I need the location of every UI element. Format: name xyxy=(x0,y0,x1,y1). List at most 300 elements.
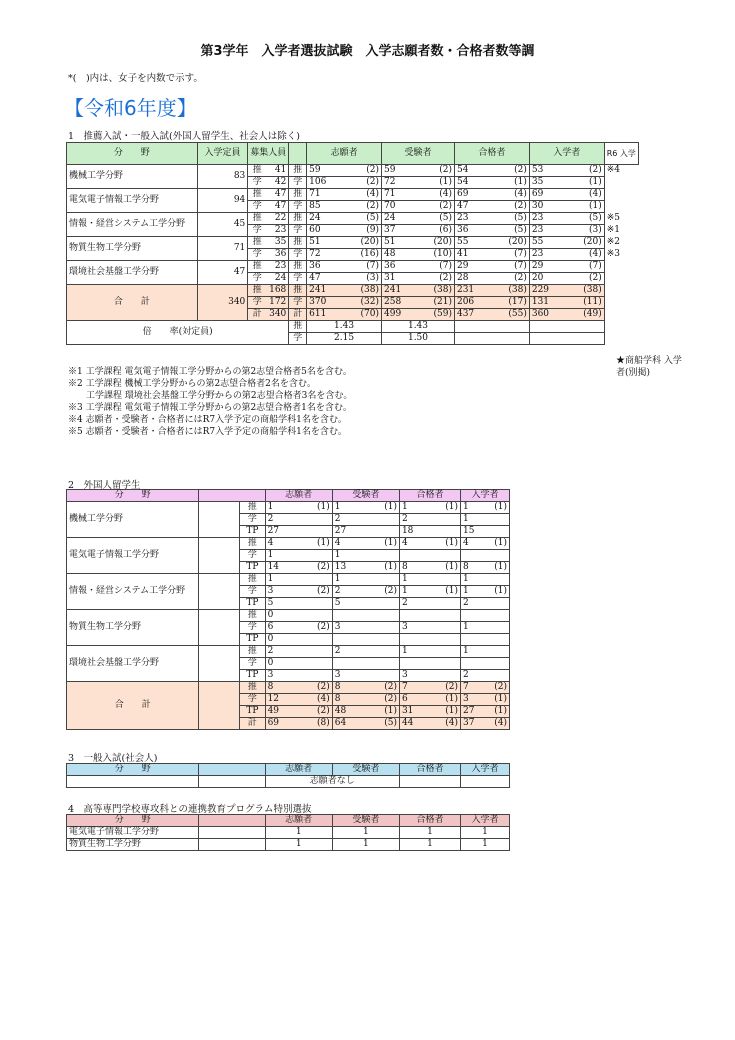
cell-female xyxy=(487,622,510,634)
s2-col-passed: 合格者 xyxy=(399,490,460,502)
row-recruit: 22 xyxy=(266,213,289,225)
row-type2: 推 xyxy=(289,285,307,297)
row-type: TP xyxy=(240,670,265,682)
row-type: 推 xyxy=(248,261,266,273)
table-row xyxy=(67,538,510,550)
cell-value: 15 xyxy=(461,526,487,538)
cell-value xyxy=(332,658,377,670)
cell-passed-f: (2) xyxy=(503,165,529,177)
row-type2: 推 xyxy=(289,261,307,273)
cell-enrolled: 1 xyxy=(461,839,510,851)
cell-mark xyxy=(604,177,638,189)
cell-passed: 36 xyxy=(454,225,503,237)
row-capacity: 94 xyxy=(197,189,248,213)
cell-enrolled-f: (4) xyxy=(578,189,604,201)
cell-value: 1 xyxy=(461,622,487,634)
row-field: 機械工学分野 xyxy=(67,165,198,189)
cell-passed: 54 xyxy=(454,165,503,177)
cell-value: 14 xyxy=(265,562,310,574)
row-type: TP xyxy=(240,706,265,718)
cell-examinees: 72 xyxy=(382,177,429,189)
cell-value: 2 xyxy=(399,514,438,526)
cell-applicants-f: (32) xyxy=(358,297,382,309)
row-type: 推 xyxy=(240,538,265,550)
cell-applicants: 24 xyxy=(307,213,358,225)
cell-value: 2 xyxy=(461,670,487,682)
cell-value: 1 xyxy=(265,550,310,562)
cell-female xyxy=(310,610,332,622)
row-type2: 学 xyxy=(289,273,307,285)
col-enrolled: 入学者 xyxy=(529,143,604,165)
s2-col-examinees: 受験者 xyxy=(332,490,399,502)
cell-examinees: 51 xyxy=(382,237,429,249)
cell-female: (1) xyxy=(310,502,332,514)
cell-examinees-f: (7) xyxy=(429,261,455,273)
cell-applicants-f: (3) xyxy=(358,273,382,285)
cell-female xyxy=(438,598,460,610)
cell-female: (1) xyxy=(487,562,510,574)
row-field: 情報・経営システム工学分野 xyxy=(67,213,198,237)
cell-applicants: 36 xyxy=(307,261,358,273)
ratio-empty xyxy=(529,333,604,345)
row-blank xyxy=(199,682,240,730)
cell-passed: 231 xyxy=(454,285,503,297)
cell-applicants: 611 xyxy=(307,309,358,321)
cell-value: 1 xyxy=(399,574,438,586)
cell-value: 0 xyxy=(265,658,310,670)
cell-applicants-f: (4) xyxy=(358,189,382,201)
row-type: 推 xyxy=(248,285,266,297)
footnote: ※3 工学課程 電気電子情報工学分野からの第2志望合格者1名を含む。 xyxy=(68,403,352,413)
row-capacity: 83 xyxy=(197,165,248,189)
cell-value: 6 xyxy=(265,622,310,634)
row-recruit: 340 xyxy=(266,309,289,321)
col-examinees: 受験者 xyxy=(382,143,455,165)
cell-value: 1 xyxy=(461,514,487,526)
cell-examinees-f: (20) xyxy=(429,237,455,249)
cell-value: 3 xyxy=(399,622,438,634)
cell-value: 18 xyxy=(399,526,438,538)
cell-mark xyxy=(604,297,638,309)
col-applicants: 志願者 xyxy=(307,143,382,165)
cell-female xyxy=(487,646,510,658)
cell-passed-f: (2) xyxy=(503,273,529,285)
ratio-row xyxy=(67,321,639,333)
cell-female: (1) xyxy=(487,538,510,550)
cell-passed: 29 xyxy=(454,261,503,273)
s2-col-field: 分 野 xyxy=(67,490,199,502)
cell-mark xyxy=(604,261,638,273)
cell-enrolled-f: (2) xyxy=(578,165,604,177)
cell-female xyxy=(310,550,332,562)
cell-female xyxy=(377,526,399,538)
cell-examinees-f: (59) xyxy=(429,309,455,321)
ratio-examinees: 1.43 xyxy=(382,321,455,333)
footnote: ※2 工学課程 機械工学分野からの第2志望合格者2名を含む。 xyxy=(68,379,316,389)
row-capacity: 47 xyxy=(197,261,248,285)
row-type: 学 xyxy=(289,333,307,345)
row-recruit: 47 xyxy=(266,189,289,201)
cell-enrolled: 131 xyxy=(529,297,578,309)
cell-mark xyxy=(604,201,638,213)
cell-examinees: 1 xyxy=(332,839,399,851)
cell-applicants-f: (5) xyxy=(358,213,382,225)
cell-value: 8 xyxy=(332,682,377,694)
s2-col-enrolled: 入学者 xyxy=(461,490,510,502)
cell-female: (5) xyxy=(377,718,399,730)
cell-female: (2) xyxy=(438,682,460,694)
cell-enrolled: 1 xyxy=(461,827,510,839)
row-recruit: 24 xyxy=(266,273,289,285)
cell-value: 5 xyxy=(332,598,377,610)
table-row xyxy=(67,502,510,514)
cell-female: (4) xyxy=(487,718,510,730)
row-type: 学 xyxy=(240,550,265,562)
cell-value xyxy=(332,634,377,646)
row-type: 推 xyxy=(248,213,266,225)
row-capacity: 71 xyxy=(197,237,248,261)
row-type: 学 xyxy=(248,249,266,261)
cell-applicants-f: (9) xyxy=(358,225,382,237)
row-type2: 計 xyxy=(289,309,307,321)
row-type2: 推 xyxy=(289,213,307,225)
cell-female xyxy=(438,622,460,634)
cell-female: (8) xyxy=(310,718,332,730)
cell-enrolled: 23 xyxy=(529,249,578,261)
cell-female xyxy=(310,526,332,538)
cell-examinees-f: (2) xyxy=(429,273,455,285)
cell-examinees-f: (21) xyxy=(429,297,455,309)
cell-female: (1) xyxy=(438,694,460,706)
cell-female: (2) xyxy=(487,682,510,694)
cell-female xyxy=(487,598,510,610)
row-type: 学 xyxy=(240,586,265,598)
total-row xyxy=(67,285,639,297)
cell-mark: ※2 xyxy=(606,237,620,247)
row-type2: 学 xyxy=(289,297,307,309)
cell-applicants: 60 xyxy=(307,225,358,237)
cell-examinees-f: (2) xyxy=(429,165,455,177)
cell-examinees: 499 xyxy=(382,309,429,321)
cell-passed: 437 xyxy=(454,309,503,321)
row-field: 情報・経営システム工学分野 xyxy=(67,574,199,610)
ratio-empty xyxy=(529,321,604,333)
cell-female: (1) xyxy=(438,706,460,718)
row-field: 電気電子情報工学分野 xyxy=(67,827,199,839)
cell-value: 3 xyxy=(332,670,377,682)
cell-mark xyxy=(604,189,638,201)
col-passed: 合格者 xyxy=(454,143,529,165)
cell-value: 27 xyxy=(332,526,377,538)
ratio-empty xyxy=(454,321,529,333)
cell-female xyxy=(438,646,460,658)
row-type: 学 xyxy=(240,658,265,670)
cell-value: 69 xyxy=(265,718,310,730)
s3-col-enrolled: 入学者 xyxy=(461,764,510,776)
cell-value: 4 xyxy=(399,538,438,550)
cell-value xyxy=(461,634,487,646)
cell-examinees-f: (6) xyxy=(429,225,455,237)
cell-examinees: 71 xyxy=(382,189,429,201)
cell-female xyxy=(438,514,460,526)
cell-applicants: 72 xyxy=(307,249,358,261)
cell-female: (2) xyxy=(310,682,332,694)
row-recruit: 168 xyxy=(266,285,289,297)
cell-enrolled: 23 xyxy=(529,225,578,237)
cell-female xyxy=(487,610,510,622)
cell-value: 1 xyxy=(399,586,438,598)
cell-value: 49 xyxy=(265,706,310,718)
cell-applicants: 51 xyxy=(307,237,358,249)
cell-value: 2 xyxy=(265,646,310,658)
cell-value xyxy=(399,550,438,562)
cell-value: 4 xyxy=(332,538,377,550)
total-row xyxy=(67,682,510,694)
cell-value: 7 xyxy=(461,682,487,694)
cell-enrolled: 20 xyxy=(529,273,578,285)
cell-female: (1) xyxy=(487,502,510,514)
cell-value: 4 xyxy=(265,538,310,550)
row-type: 学 xyxy=(240,622,265,634)
cell-enrolled-f: (3) xyxy=(578,225,604,237)
cell-passed: 23 xyxy=(454,213,503,225)
cell-value: 2 xyxy=(461,598,487,610)
table-row xyxy=(67,213,639,225)
cell-enrolled-f: (1) xyxy=(578,177,604,189)
cell-female xyxy=(438,670,460,682)
cell-applicants: 71 xyxy=(307,189,358,201)
year-heading: 【令和6年度】 xyxy=(64,96,197,120)
cell-female: (1) xyxy=(487,586,510,598)
row-type: 推 xyxy=(240,682,265,694)
cell-mark: ※1 xyxy=(606,225,620,235)
footnotes xyxy=(68,366,352,438)
ratio-examinees: 1.50 xyxy=(382,333,455,345)
cell-examinees: 48 xyxy=(382,249,429,261)
cell-female xyxy=(377,598,399,610)
cell-female: (1) xyxy=(438,502,460,514)
cell-applicants: 106 xyxy=(307,177,358,189)
cell-value: 3 xyxy=(265,670,310,682)
cell-female: (4) xyxy=(438,718,460,730)
row-blank xyxy=(199,574,240,610)
cell-female xyxy=(438,526,460,538)
footnote: ※4 志願者・受験者・合格者にはR7入学予定の商船学科1名を含む。 xyxy=(68,415,347,425)
footnote: ※5 志願者・受験者・合格者にはR7入学予定の商船学科1名を含む。 xyxy=(68,427,347,437)
cell-female xyxy=(487,550,510,562)
cell-examinees: 37 xyxy=(382,225,429,237)
cell-enrolled-f: (11) xyxy=(578,297,604,309)
row-field: 電気電子情報工学分野 xyxy=(67,538,199,574)
footnote: ※1 工学課程 電気電子情報工学分野からの第2志望合格者5名を含む。 xyxy=(68,367,352,377)
cell-female xyxy=(310,598,332,610)
cell-female: (2) xyxy=(310,586,332,598)
row-type2: 推 xyxy=(289,237,307,249)
section4-table xyxy=(66,814,510,851)
row-type2: 学 xyxy=(289,177,307,189)
cell-examinees-f: (38) xyxy=(429,285,455,297)
cell-value: 31 xyxy=(399,706,438,718)
row-type: 学 xyxy=(248,201,266,213)
cell-passed-f: (17) xyxy=(503,297,529,309)
cell-value: 44 xyxy=(399,718,438,730)
cell-examinees: 36 xyxy=(382,261,429,273)
cell-enrolled: 69 xyxy=(529,189,578,201)
cell-passed-f: (4) xyxy=(503,189,529,201)
cell-female xyxy=(310,670,332,682)
row-field: 物質生物工学分野 xyxy=(67,237,198,261)
row-recruit: 23 xyxy=(266,261,289,273)
cell-value xyxy=(399,658,438,670)
cell-female xyxy=(377,658,399,670)
cell-value: 4 xyxy=(461,538,487,550)
cell-female xyxy=(377,634,399,646)
row-type: TP xyxy=(240,526,265,538)
cell-value xyxy=(461,658,487,670)
cell-female: (2) xyxy=(377,586,399,598)
cell-female xyxy=(377,670,399,682)
cell-female: (2) xyxy=(377,682,399,694)
cell-value xyxy=(461,550,487,562)
row-blank xyxy=(199,502,240,538)
s4-col-field: 分 野 xyxy=(67,815,199,827)
cell-value: 1 xyxy=(332,550,377,562)
cell-female: (1) xyxy=(438,538,460,550)
cell-enrolled-f: (5) xyxy=(578,213,604,225)
cell-examinees: 241 xyxy=(382,285,429,297)
cell-value: 48 xyxy=(332,706,377,718)
cell-passed-f: (38) xyxy=(503,285,529,297)
cell-enrolled-f: (49) xyxy=(578,309,604,321)
total-label: 合 計 xyxy=(67,682,199,730)
s3-col-examinees: 受験者 xyxy=(332,764,399,776)
cell-value: 27 xyxy=(461,706,487,718)
row-recruit: 47 xyxy=(266,201,289,213)
cell-examinees: 31 xyxy=(382,273,429,285)
row-blank xyxy=(199,538,240,574)
cell-enrolled-f: (2) xyxy=(578,273,604,285)
ratio-applicants: 2.15 xyxy=(307,333,382,345)
cell-female xyxy=(438,550,460,562)
cell-enrolled-f: (1) xyxy=(578,201,604,213)
cell-female: (2) xyxy=(310,706,332,718)
row-field: 電気電子情報工学分野 xyxy=(67,189,198,213)
cell-value: 0 xyxy=(265,634,310,646)
cell-value: 1 xyxy=(461,586,487,598)
cell-value: 37 xyxy=(461,718,487,730)
s3-col-field: 分 野 xyxy=(67,764,199,776)
cell-passed: 54 xyxy=(454,177,503,189)
cell-value: 1 xyxy=(399,646,438,658)
cell-female xyxy=(310,574,332,586)
cell-female: (1) xyxy=(377,538,399,550)
cell-enrolled: 35 xyxy=(529,177,578,189)
row-type: 学 xyxy=(248,177,266,189)
row-type2: 推 xyxy=(289,189,307,201)
cell-mark: ※5 xyxy=(606,213,620,223)
cell-applicants-f: (20) xyxy=(358,237,382,249)
cell-passed: 206 xyxy=(454,297,503,309)
cell-female xyxy=(487,634,510,646)
cell-female xyxy=(377,646,399,658)
cell-female xyxy=(377,622,399,634)
table-row xyxy=(67,827,510,839)
col-field: 分 野 xyxy=(67,143,198,165)
s4-col-passed: 合格者 xyxy=(399,815,460,827)
table-row xyxy=(67,839,510,851)
row-type: 推 xyxy=(240,502,265,514)
row-type: 推 xyxy=(240,610,265,622)
cell-enrolled-f: (20) xyxy=(578,237,604,249)
cell-examinees-f: (1) xyxy=(429,177,455,189)
cell-value: 2 xyxy=(265,514,310,526)
row-type: 計 xyxy=(240,718,265,730)
row-recruit: 36 xyxy=(266,249,289,261)
cell-mark: ※4 xyxy=(606,165,620,176)
cell-value: 64 xyxy=(332,718,377,730)
cell-value: 3 xyxy=(265,586,310,598)
cell-value: 2 xyxy=(332,514,377,526)
cell-value: 1 xyxy=(265,502,310,514)
section3-table xyxy=(66,763,510,788)
cell-passed: 55 xyxy=(454,237,503,249)
col-r6: R6 入学 xyxy=(604,143,638,165)
cell-enrolled: 23 xyxy=(529,213,578,225)
row-recruit: 23 xyxy=(266,225,289,237)
cell-mark xyxy=(604,333,638,345)
row-type: 推 xyxy=(240,574,265,586)
cell-female xyxy=(310,514,332,526)
row-blank xyxy=(199,839,265,851)
cell-mark xyxy=(604,273,638,285)
cell-female xyxy=(377,610,399,622)
row-type: TP xyxy=(240,598,265,610)
cell-applicants: 1 xyxy=(265,839,332,851)
row-type: 推 xyxy=(248,189,266,201)
cell-examinees: 70 xyxy=(382,201,429,213)
cell-passed: 47 xyxy=(454,201,503,213)
cell-examinees-f: (2) xyxy=(429,201,455,213)
row-type: 学 xyxy=(248,225,266,237)
s4-col-enrolled: 入学者 xyxy=(461,815,510,827)
cell-enrolled: 55 xyxy=(529,237,578,249)
cell-value: 6 xyxy=(399,694,438,706)
cell-female: (4) xyxy=(310,694,332,706)
row-blank xyxy=(199,610,240,646)
cell-value: 8 xyxy=(399,562,438,574)
cell-female xyxy=(310,634,332,646)
cell-value: 3 xyxy=(399,670,438,682)
total-label: 合 計 xyxy=(67,285,198,321)
cell-applicants-f: (2) xyxy=(358,177,382,189)
table-row xyxy=(67,261,639,273)
section1-table xyxy=(66,142,639,345)
cell-female: (1) xyxy=(310,538,332,550)
cell-female: (1) xyxy=(487,706,510,718)
cell-value: 8 xyxy=(332,694,377,706)
row-recruit: 42 xyxy=(266,177,289,189)
cell-passed-f: (7) xyxy=(503,249,529,261)
cell-enrolled-f: (7) xyxy=(578,261,604,273)
cell-female xyxy=(438,658,460,670)
cell-applicants-f: (2) xyxy=(358,201,382,213)
cell-value xyxy=(332,610,377,622)
cell-passed: 69 xyxy=(454,189,503,201)
cell-female xyxy=(377,514,399,526)
section2-heading: 2 外国人留学生 xyxy=(68,480,141,491)
cell-value: 1 xyxy=(461,646,487,658)
col-recruit: 募集人員 xyxy=(248,143,289,165)
